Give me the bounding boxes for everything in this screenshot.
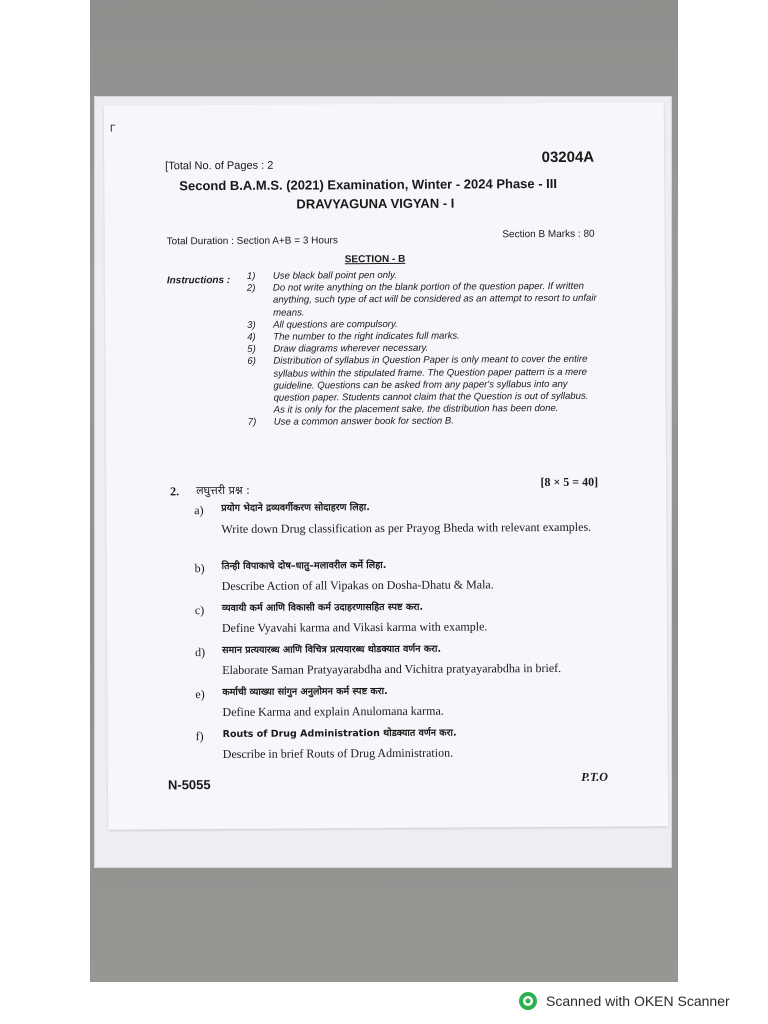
question-part	[195, 599, 615, 644]
instruction-number: 2)	[246, 282, 256, 295]
instruction-number: 3)	[247, 319, 256, 331]
question-paper	[104, 102, 668, 829]
part-english: Elaborate Saman Pratyayarabdha and Vichitra pratyayarabdha in brief.	[222, 660, 562, 678]
question-parts	[194, 499, 616, 770]
scanner-label: Scanned with OKEN Scanner	[546, 993, 730, 1009]
instruction-number: 5)	[247, 344, 256, 356]
part-english: Describe in brief Routs of Drug Administration.	[222, 745, 454, 762]
part-letter: d)	[195, 645, 206, 660]
instruction-number: 1)	[246, 270, 256, 282]
question-heading: लघुत्तरी प्रश्न :	[196, 483, 250, 498]
instruction-item	[247, 281, 597, 320]
instruction-item	[247, 354, 597, 417]
instruction-text: All questions are compulsory.	[273, 318, 398, 331]
instructions-list	[247, 269, 598, 430]
question-marks: [8 × 5 = 40]	[540, 474, 599, 490]
please-turn-over: P.T.O	[581, 769, 608, 784]
instruction-text: Do not write anything on the blank portion of the question paper. If written anything, such type of act will be considered as an attempt to resort to unfair means.	[272, 280, 597, 319]
instruction-item	[248, 415, 598, 429]
part-marathi: कर्माची व्याख्या सांगुन अनुलोमन कर्म स्पष्ट करा.	[222, 685, 388, 699]
instruction-text: Distribution of syllabus in Question Paper is only meant to cover the entire syllabus within the stipulated frame. The Question paper pattern is a mere guideline. Questions can be asked from any paper's syllabus into any question paper. Students cannot claim that the Question is out of syllabus. As it is only for the placement sake, the distribution has been done.	[273, 354, 589, 416]
instruction-number: 6)	[247, 356, 256, 368]
question-number: 2.	[170, 484, 180, 499]
question-part	[195, 641, 615, 686]
part-letter: f)	[195, 729, 204, 744]
total-duration: Total Duration : Section A+B = 3 Hours	[166, 235, 338, 248]
part-letter: b)	[194, 561, 205, 576]
paper-code: 03204A	[541, 148, 595, 167]
part-letter: a)	[194, 503, 204, 518]
question-part	[195, 683, 615, 728]
part-marathi: Routs of Drug Administration थोडक्यात वर्णन करा.	[222, 727, 457, 741]
oken-scanner-icon	[518, 991, 538, 1011]
instructions-label: Instructions :	[166, 274, 231, 287]
part-marathi: तिन्ही विपाकाचे दोष–धातु–मलावरील कर्मे लिहा.	[221, 560, 387, 573]
part-letter: e)	[195, 687, 205, 702]
part-marathi: प्रयोग भेदाने द्रव्यवर्गीकरण सोदाहरण लिहा.	[221, 502, 370, 515]
instruction-text: Use black ball point pen only.	[272, 269, 397, 282]
scanner-watermark	[518, 990, 730, 1012]
part-english: Define Karma and explain Anulomana karma.	[222, 703, 444, 720]
section-marks: Section B Marks : 80	[502, 228, 595, 241]
question-part	[194, 499, 614, 560]
instruction-text: Draw diagrams wherever necessary.	[273, 342, 429, 355]
subject-title: DRAVYAGUNA VIGYAN - I	[296, 195, 455, 212]
part-english: Write down Drug classification as per Prayog Bheda with relevant examples.	[221, 519, 592, 537]
question-part	[196, 725, 616, 770]
total-pages: [Total No. of Pages : 2	[165, 159, 274, 173]
paper-series-code: N-5055	[167, 777, 211, 793]
instruction-number: 7)	[247, 417, 257, 429]
section-title: SECTION - B	[344, 253, 406, 266]
question-part	[195, 557, 615, 602]
part-marathi: समान प्रत्ययारब्ध आणि विचित्र प्रत्ययारब्ध थोडक्यात वर्णन करा.	[222, 643, 442, 657]
part-marathi: व्यवायी कर्म आणि विकासी कर्म उदाहरणासहित स्पष्ट करा.	[221, 601, 424, 615]
part-letter: c)	[194, 603, 205, 618]
instruction-number: 4)	[247, 331, 256, 343]
part-english: Describe Action of all Vipakas on Dosha-Dhatu & Mala.	[221, 577, 494, 594]
instruction-text: Use a common answer book for section B.	[273, 416, 454, 429]
part-english: Define Vyavahi karma and Vikasi karma with example.	[221, 619, 488, 636]
instruction-text: The number to the right indicates full marks.	[273, 330, 460, 343]
corner-mark: Г	[109, 123, 116, 135]
exam-title: Second B.A.M.S. (2021) Examination, Winter - 2024 Phase - III	[179, 175, 558, 194]
